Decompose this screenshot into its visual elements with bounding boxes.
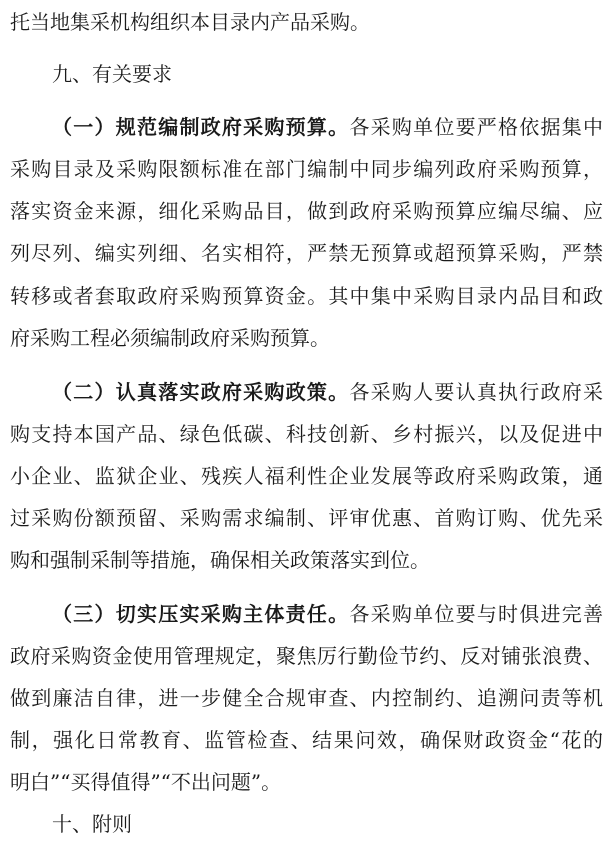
text-line: 购和强制采制等措施，确保相关政策落实到位。 bbox=[10, 548, 430, 572]
paragraph-2-line-1 bbox=[0, 372, 613, 412]
paragraph-2-text: 各采购人要认真执行政府采 bbox=[349, 380, 604, 404]
paragraph-1-text: 各采购单位要严格依据集中 bbox=[349, 115, 604, 139]
text-line: 府采购工程必须编制政府采购预算。 bbox=[10, 326, 330, 350]
text-line: 明白”“买得值得”“不出问题”。 bbox=[10, 770, 282, 794]
text-line: 购支持本国产品、绿色低碳、科技创新、乡村振兴，以及促进中 bbox=[10, 422, 603, 446]
paragraph-3-title: （三）切实压实采购主体责任。 bbox=[52, 602, 350, 626]
text-line: 过采购份额预留、采购需求编制、评审优惠、首购订购、优先采 bbox=[10, 506, 603, 530]
paragraph-1-line-1 bbox=[0, 107, 613, 147]
text-line: 制，强化日常教育、监管检查、结果问效，确保财政资金“花的 bbox=[10, 728, 603, 752]
text-line: 小企业、监狱企业、残疾人福利性企业发展等政府采购政策，通 bbox=[10, 464, 603, 488]
section-heading-10: 十、附则 bbox=[52, 812, 132, 836]
paragraph-3-line-1 bbox=[0, 594, 613, 634]
text-line: 转移或者套取政府采购预算资金。其中集中采购目录内品目和政 bbox=[10, 284, 603, 308]
text-line: 列尽列、编实列细、名实相符，严禁无预算或超预算采购，严禁 bbox=[10, 241, 603, 265]
text-line: 政府采购资金使用管理规定，聚焦厉行勤俭节约、反对铺张浪费、 bbox=[10, 644, 603, 668]
paragraph-2-title: （二）认真落实政府采购政策。 bbox=[52, 380, 350, 404]
text-line: 做到廉洁自律，进一步健全合规审查、内控制约、追溯问责等机 bbox=[10, 686, 603, 710]
paragraph-1-title: （一）规范编制政府采购预算。 bbox=[52, 115, 350, 139]
text-line: 采购目录及采购限额标准在部门编制中同步编列政府采购预算， bbox=[10, 157, 603, 181]
text-line: 落实资金来源，细化采购品目，做到政府采购预算应编尽编、应 bbox=[10, 199, 603, 223]
section-heading-9: 九、有关要求 bbox=[52, 62, 172, 86]
text-line: 托当地集采机构组织本目录内产品采购。 bbox=[10, 10, 370, 34]
paragraph-3-text: 各采购单位要与时俱进完善 bbox=[349, 602, 604, 626]
